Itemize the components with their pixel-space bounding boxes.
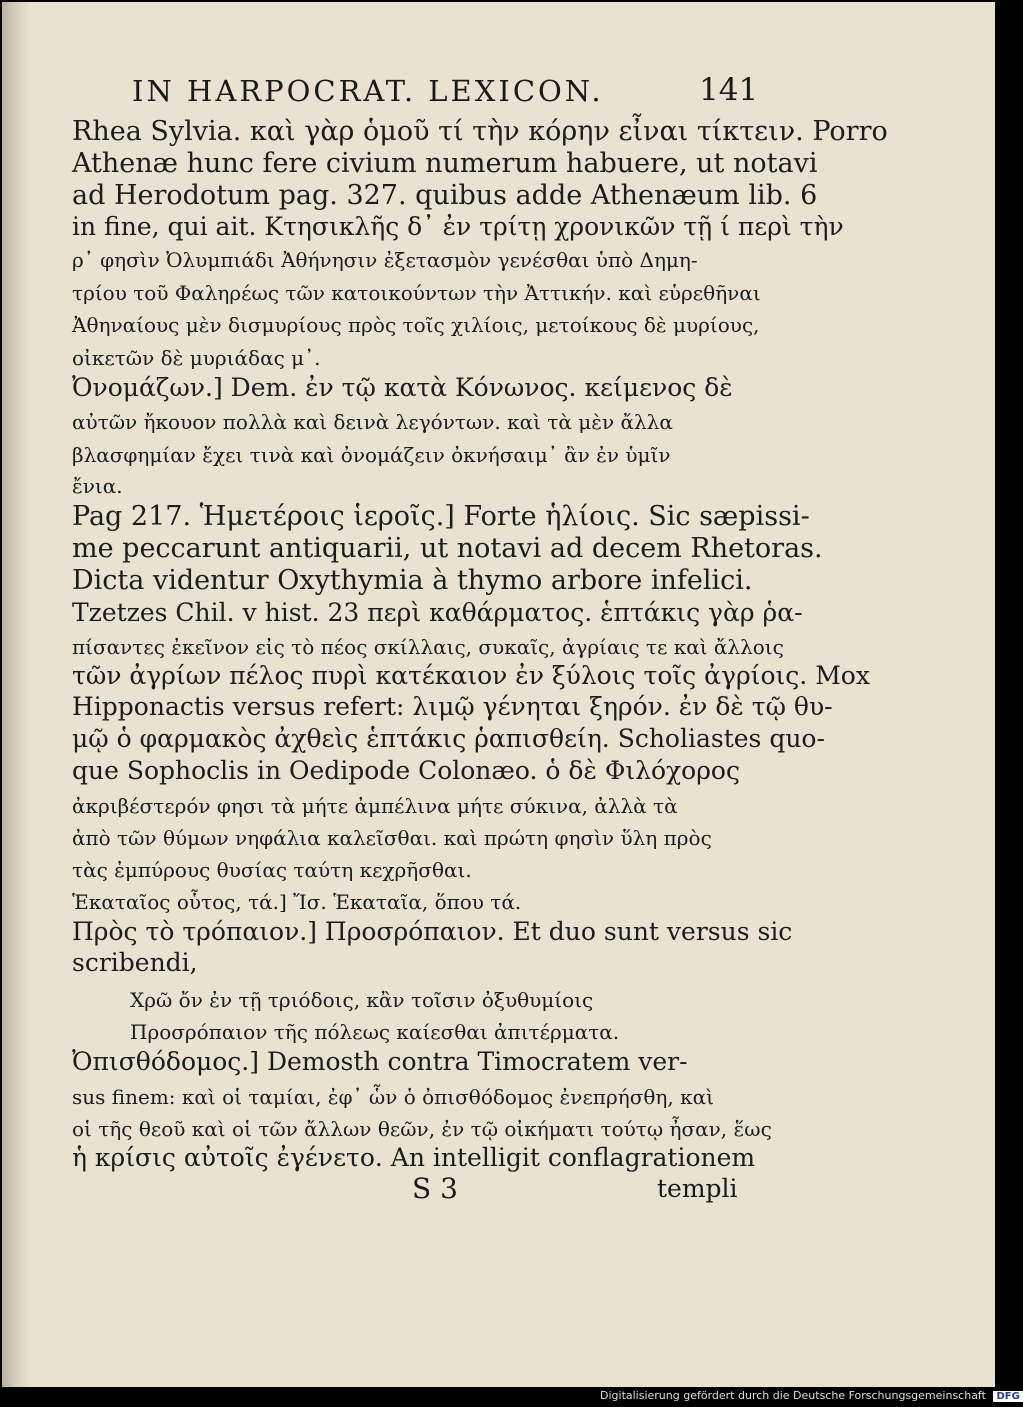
verse-line: Χρῶ ὄν ἐν τῇ τριόδοις, κἂν τοῖσιν ὀξυθυμίοις	[130, 988, 594, 1012]
text-line: πίσαντες ἐκεῖνον εἰς τὸ πέος σκίλλαις, συκαῖς, ἀγρίαις τε καὶ ἄλλοις	[72, 635, 784, 659]
text-line: Hipponactis versus refert: λιμῷ γένηται ξηρόν. ἐν δὲ τῷ θυ-	[72, 692, 833, 721]
text-line: ἀπὸ τῶν θύμων νηφάλια καλεῖσθαι. καὶ πρώτη φησὶν ὕλη πρὸς	[72, 826, 712, 850]
text-line: ἡ κρίσις αὐτοῖς ἐγένετο. An intelligit conflagrationem	[72, 1143, 756, 1172]
text-line: οἰκετῶν δὲ μυριάδας μ᾽.	[72, 346, 321, 370]
text-line: Ἀθηναίους μὲν δισμυρίους πρὸς τοῖς χιλίοις, μετοίκους δὲ μυρίους,	[72, 313, 760, 337]
running-header: IN HARPOCRAT. LEXICON.	[132, 74, 604, 108]
text-line: Ὀνομάζων.] Dem. ἐν τῷ κατὰ Κόνωνος. κείμενος δὲ	[72, 373, 733, 402]
funding-credit	[600, 1389, 1020, 1405]
text-line: que Sophoclis in Oedipode Colonæo. ὁ δὲ Φιλόχορος	[72, 756, 740, 785]
text-line: βλασφημίαν ἔχει τινὰ καὶ ὀνομάζειν ὀκνήσαιμ᾽ ἂν ἐν ὑμῖν	[72, 443, 671, 467]
text-line: τρίου τοῦ Φαληρέως τῶν κατοικούντων τὴν Ἀττικήν. καὶ εὑρεθῆναι	[72, 281, 761, 305]
text-line: Rhea Sylvia. καὶ γὰρ ὁμοῦ τί τὴν κόρην εἶναι τίκτειν. Porro	[72, 116, 888, 147]
text-line: ἔνια.	[72, 474, 123, 498]
book-page	[2, 2, 995, 1387]
text-line: Ὀπισθόδομος.] Demosth contra Timocratem ver-	[72, 1047, 688, 1076]
text-line: αὐτῶν ἤκουον πολλὰ καὶ δεινὰ λεγόντων. καὶ τὰ μὲν ἄλλα	[72, 410, 673, 434]
catchword: templi	[657, 1174, 738, 1203]
text-line: sus finem: καὶ οἱ ταμίαι, ἐφ᾽ ὧν ὁ ὀπισθόδομος ἐνεπρήσθη, καὶ	[72, 1085, 714, 1109]
signature-mark: S 3	[412, 1172, 458, 1205]
text-line: μῷ ὁ φαρμακὸς ἀχθεὶς ἑπτάκις ῥαπισθείη. Scholiastes quo-	[72, 724, 825, 753]
text-line: ἀκριβέστερόν φησι τὰ μήτε ἀμπέλινα μήτε σύκινα, ἀλλὰ τὰ	[72, 794, 678, 818]
text-line: τὰς ἐμπύρους θυσίας ταύτη κεχρῆσθαι.	[72, 858, 472, 882]
text-line: Tzetzes Chil. v hist. 23 περὶ καθάρματος. ἑπτάκις γὰρ ῥα-	[72, 598, 803, 627]
text-line: in fine, qui ait. Κτησικλῆς δ᾽ ἐν τρίτῃ χρονικῶν τῇ ί περὶ τὴν	[72, 212, 844, 241]
page-number: 141	[699, 72, 759, 108]
text-line: scribendi,	[72, 948, 198, 977]
funding-credit-text: Digitalisierung gefördert durch die Deutsche Forschungsgemeinschaft	[600, 1389, 986, 1402]
text-line: Pag 217. Ἡμετέροις ἱεροῖς.] Forte ἡλίοις. Sic sæpissi-	[72, 501, 810, 532]
text-line: τῶν ἀγρίων πέλος πυρὶ κατέκαιον ἐν ξύλοις τοῖς ἀγρίοις. Mox	[72, 661, 870, 690]
text-line: Πρὸς τὸ τρόπαιον.] Προσρόπαιον. Et duo sunt versus sic	[72, 917, 793, 946]
text-line: οἱ τῆς θεοῦ καὶ οἱ τῶν ἄλλων θεῶν, ἐν τῷ οἰκήματι τούτῳ ἦσαν, ἕως	[72, 1117, 772, 1141]
text-line: ρ᾽ φησὶν Ὀλυμπιάδι Ἀθήνησιν ἐξετασμὸν γενέσθαι ὑπὸ Δημη-	[72, 248, 698, 272]
text-line: ad Herodotum pag. 327. quibus adde Athenæum lib. 6	[72, 180, 818, 211]
text-line: Dicta videntur Oxythymia à thymo arbore infelici.	[72, 565, 753, 596]
text-line: Athenæ hunc fere civium numerum habuere, ut notavi	[72, 148, 818, 179]
verse-line: Προσρόπαιον τῆς πόλεως καίεσθαι ἀπιτέρματα.	[130, 1020, 620, 1044]
page-spine-shadow	[2, 2, 30, 1387]
text-line: me peccarunt antiquarii, ut notavi ad decem Rhetoras.	[72, 533, 823, 564]
dfg-logo: DFG	[993, 1391, 1022, 1402]
text-line: Ἑκαταῖος οὗτος, τά.] Ἴσ. Ἑκαταῖα, ὅπου τά.	[72, 890, 522, 914]
